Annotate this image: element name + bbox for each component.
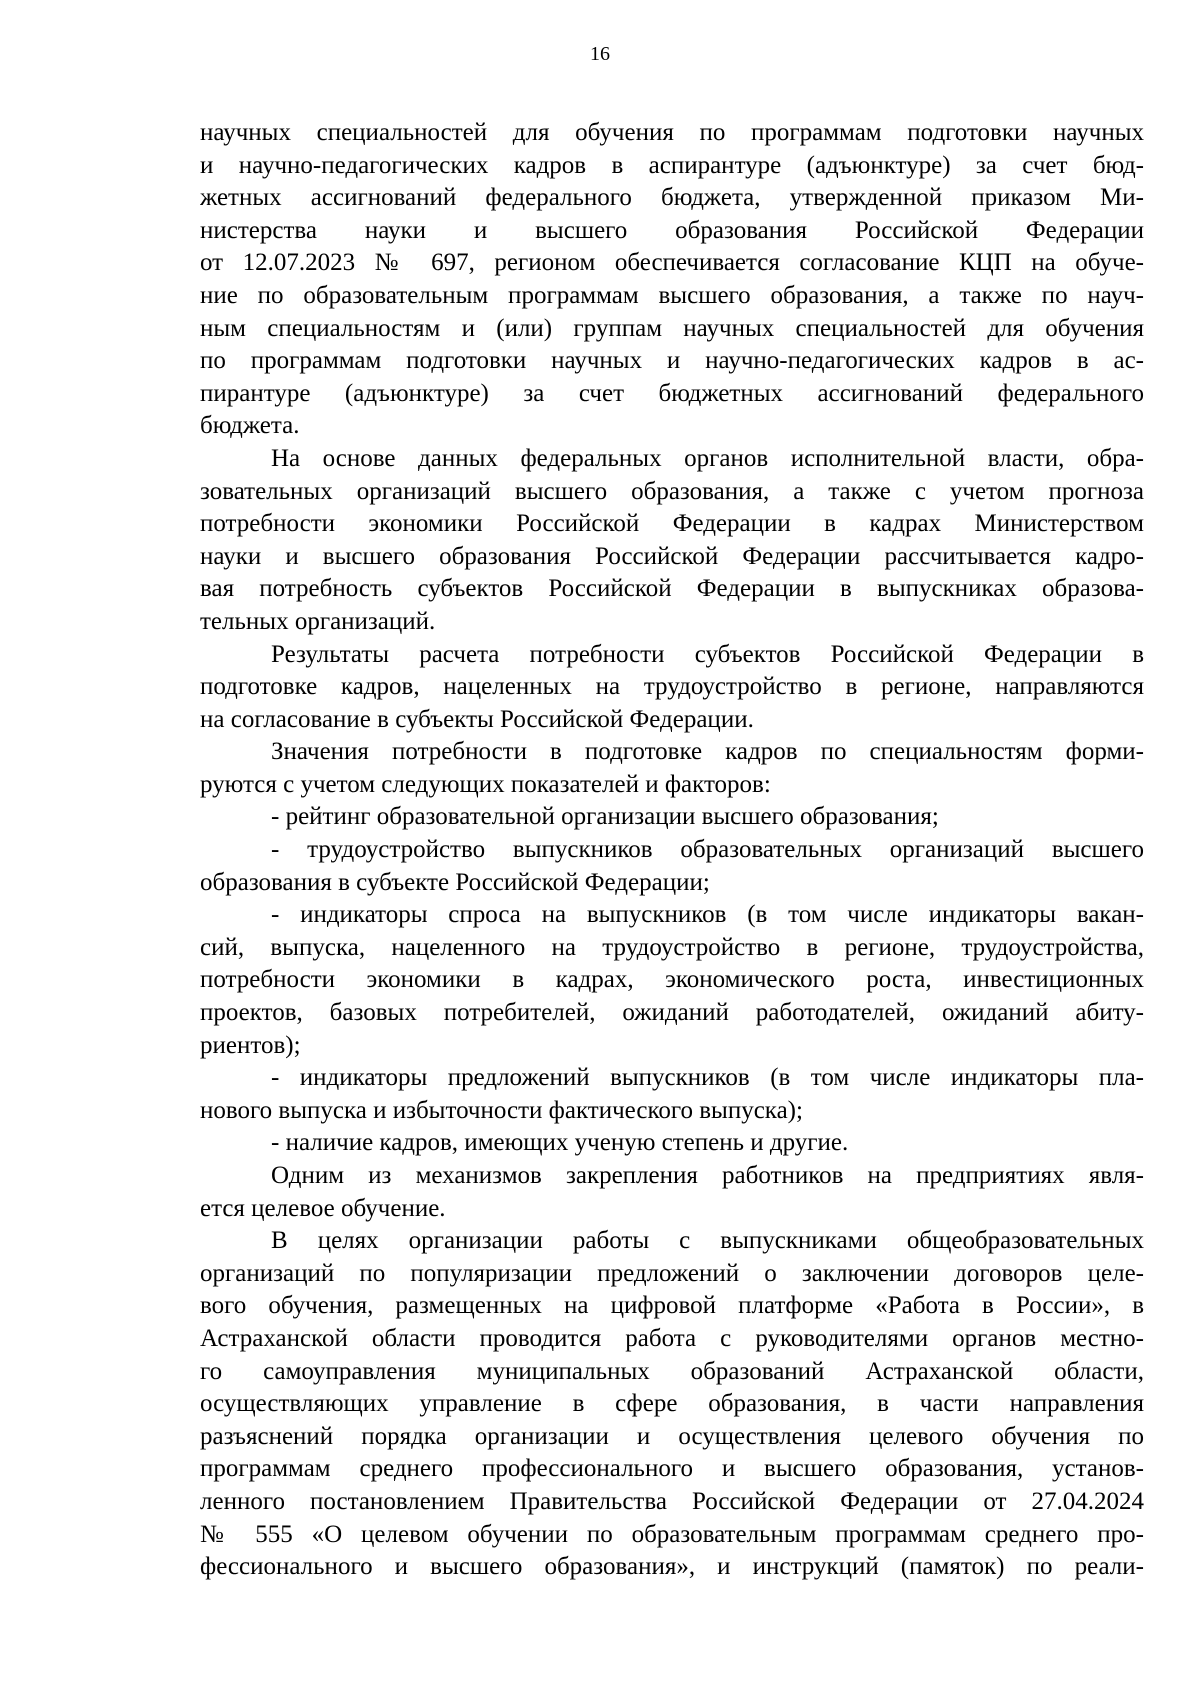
text-line: на согласование в субъекты Российской Федерации. bbox=[200, 705, 754, 733]
text-line: по программам подготовки научных и научно-педагогических кадров в ас- bbox=[200, 347, 1144, 375]
text-line: - трудоустройство выпускников образовательных организаций высшего bbox=[271, 836, 1144, 864]
text-line: науки и высшего образования Российской Федерации рассчитывается кадро- bbox=[200, 542, 1144, 570]
text-line: вая потребность субъектов Российской Федерации в выпускниках образова- bbox=[200, 575, 1144, 603]
text-line: потребности экономики в кадрах, экономического роста, инвестиционных bbox=[200, 966, 1144, 994]
text-line: образования в субъекте Российской Федерации; bbox=[200, 868, 710, 896]
text-line: разъяснений порядка организации и осуществления целевого обучения по bbox=[200, 1422, 1144, 1450]
text-line: - индикаторы спроса на выпускников (в том числе индикаторы вакан- bbox=[271, 901, 1144, 929]
body-text bbox=[200, 117, 1144, 1584]
text-line: проектов, базовых потребителей, ожиданий работодателей, ожиданий абиту- bbox=[200, 999, 1144, 1027]
text-line: ется целевое обучение. bbox=[200, 1194, 446, 1222]
text-line: - наличие кадров, имеющих ученую степень и другие. bbox=[271, 1129, 849, 1157]
text-line: фессионального и высшего образования», и инструкций (памяток) по реали- bbox=[200, 1553, 1144, 1581]
page-number: 16 bbox=[590, 43, 610, 65]
text-line: потребности экономики Российской Федерации в кадрах Министерством bbox=[200, 510, 1144, 538]
text-line: № 555 «О целевом обучении по образовательным программам среднего про- bbox=[200, 1520, 1144, 1548]
text-line: бюджета. bbox=[200, 412, 300, 440]
text-line: ние по образовательным программам высшего образования, а также по науч- bbox=[200, 281, 1144, 309]
text-line: го самоуправления муниципальных образований Астраханской области, bbox=[200, 1357, 1144, 1385]
text-line: нистерства науки и высшего образования Российской Федерации bbox=[200, 216, 1144, 244]
text-line: и научно-педагогических кадров в аспирантуре (адъюнктуре) за счет бюд- bbox=[200, 151, 1144, 179]
text-line: зовательных организаций высшего образования, а также с учетом прогноза bbox=[200, 477, 1144, 505]
text-line: жетных ассигнований федерального бюджета, утвержденной приказом Ми- bbox=[200, 184, 1144, 212]
text-line: вого обучения, размещенных на цифровой платформе «Работа в России», в bbox=[200, 1292, 1144, 1320]
text-line: Одним из механизмов закрепления работников на предприятиях явля- bbox=[271, 1162, 1144, 1189]
text-line: подготовке кадров, нацеленных на трудоустройство в регионе, направляются bbox=[200, 673, 1144, 701]
text-line: - рейтинг образовательной организации высшего образования; bbox=[271, 803, 939, 831]
text-line: тельных организаций. bbox=[200, 607, 436, 635]
text-line: от 12.07.2023 № 697, регионом обеспечивается согласование КЦП на обуче- bbox=[200, 249, 1144, 277]
text-line: В целях организации работы с выпускниками общеобразовательных bbox=[271, 1227, 1144, 1255]
text-line: пирантуре (адъюнктуре) за счет бюджетных ассигнований федерального bbox=[200, 379, 1144, 407]
text-line: - индикаторы предложений выпускников (в том числе индикаторы пла- bbox=[271, 1064, 1144, 1092]
text-line: На основе данных федеральных органов исполнительной власти, обра- bbox=[271, 444, 1144, 472]
text-line: ным специальностям и (или) группам научных специальностей для обучения bbox=[200, 314, 1144, 342]
text-line: Астраханской области проводится работа с руководителями органов местно- bbox=[200, 1324, 1144, 1352]
text-line: сий, выпуска, нацеленного на трудоустройство в регионе, трудоустройства, bbox=[200, 933, 1144, 961]
text-line: нового выпуска и избыточности фактического выпуска); bbox=[200, 1096, 803, 1124]
text-line: программам среднего профессионального и высшего образования, установ- bbox=[200, 1455, 1144, 1483]
text-line: Результаты расчета потребности субъектов Российской Федерации в bbox=[271, 640, 1144, 668]
text-line: ленного постановлением Правительства Российской Федерации от 27.04.2024 bbox=[200, 1487, 1144, 1515]
text-line: научных специальностей для обучения по программам подготовки научных bbox=[200, 119, 1144, 146]
text-line: осуществляющих управление в сфере образования, в части направления bbox=[200, 1390, 1144, 1418]
text-line: организаций по популяризации предложений о заключении договоров целе- bbox=[200, 1259, 1144, 1287]
text-line: Значения потребности в подготовке кадров по специальностям форми- bbox=[271, 738, 1144, 766]
text-line: риентов); bbox=[200, 1031, 301, 1059]
text-line: руются с учетом следующих показателей и факторов: bbox=[200, 770, 771, 798]
